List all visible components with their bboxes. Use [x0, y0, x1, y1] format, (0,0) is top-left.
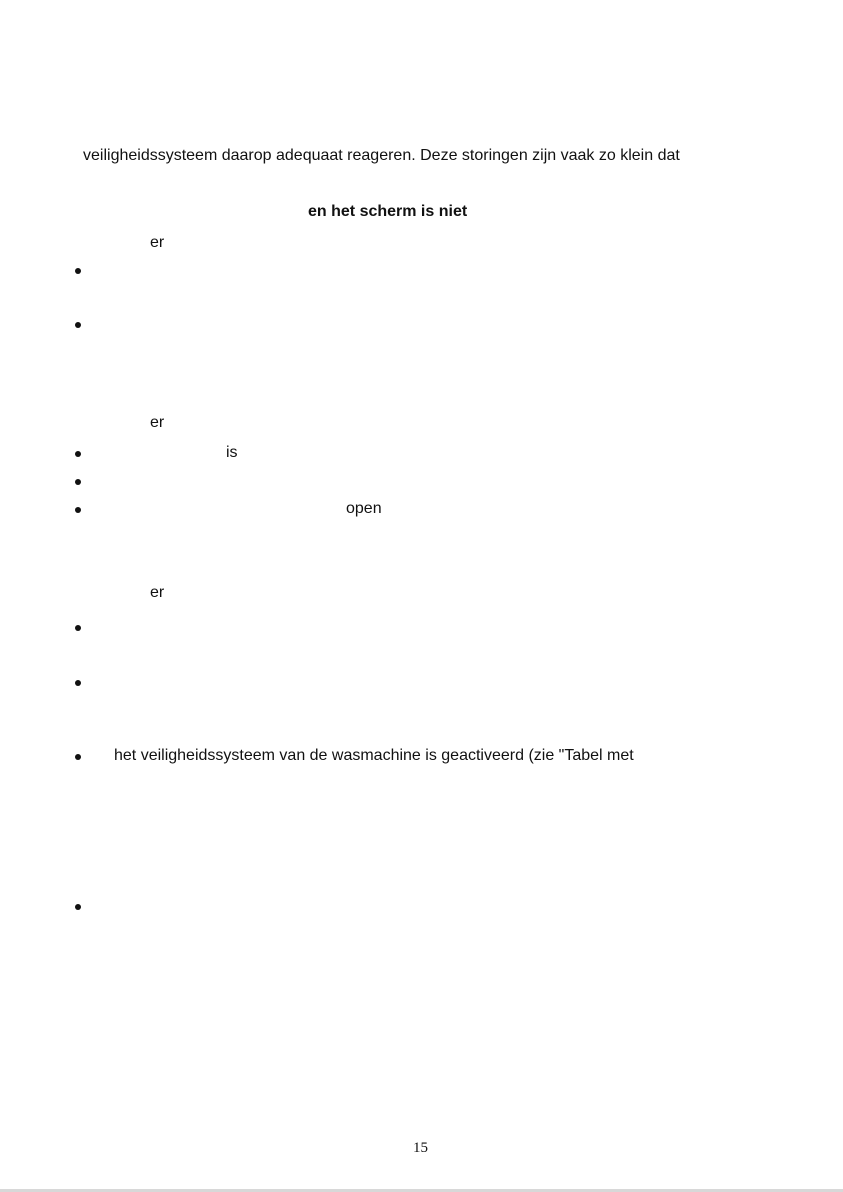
- bullet-icon: [75, 904, 81, 910]
- section2-er: er: [150, 414, 165, 431]
- intro-line: veiligheidssysteem daarop adequaat reageren. Deze storingen zijn vaak zo klein dat: [83, 147, 680, 164]
- page-number: 15: [413, 1140, 428, 1156]
- bullet-icon: [75, 754, 81, 760]
- bullet-icon: [75, 507, 81, 513]
- bullet-icon: [75, 680, 81, 686]
- section3-er: er: [150, 584, 165, 601]
- bullet-icon: [75, 268, 81, 274]
- bullet-icon: [75, 625, 81, 631]
- section2-bullet1-word: is: [226, 444, 238, 461]
- bullet-icon: [75, 451, 81, 457]
- bullet-icon: [75, 322, 81, 328]
- section3-bullet3-text: het veiligheidssysteem van de wasmachine is geactiveerd (zie "Tabel met: [114, 747, 634, 764]
- heading-fragment: en het scherm is niet: [308, 203, 468, 220]
- section1-er: er: [150, 234, 165, 251]
- bullet-icon: [75, 479, 81, 485]
- section2-bullet3-word: open: [346, 500, 382, 517]
